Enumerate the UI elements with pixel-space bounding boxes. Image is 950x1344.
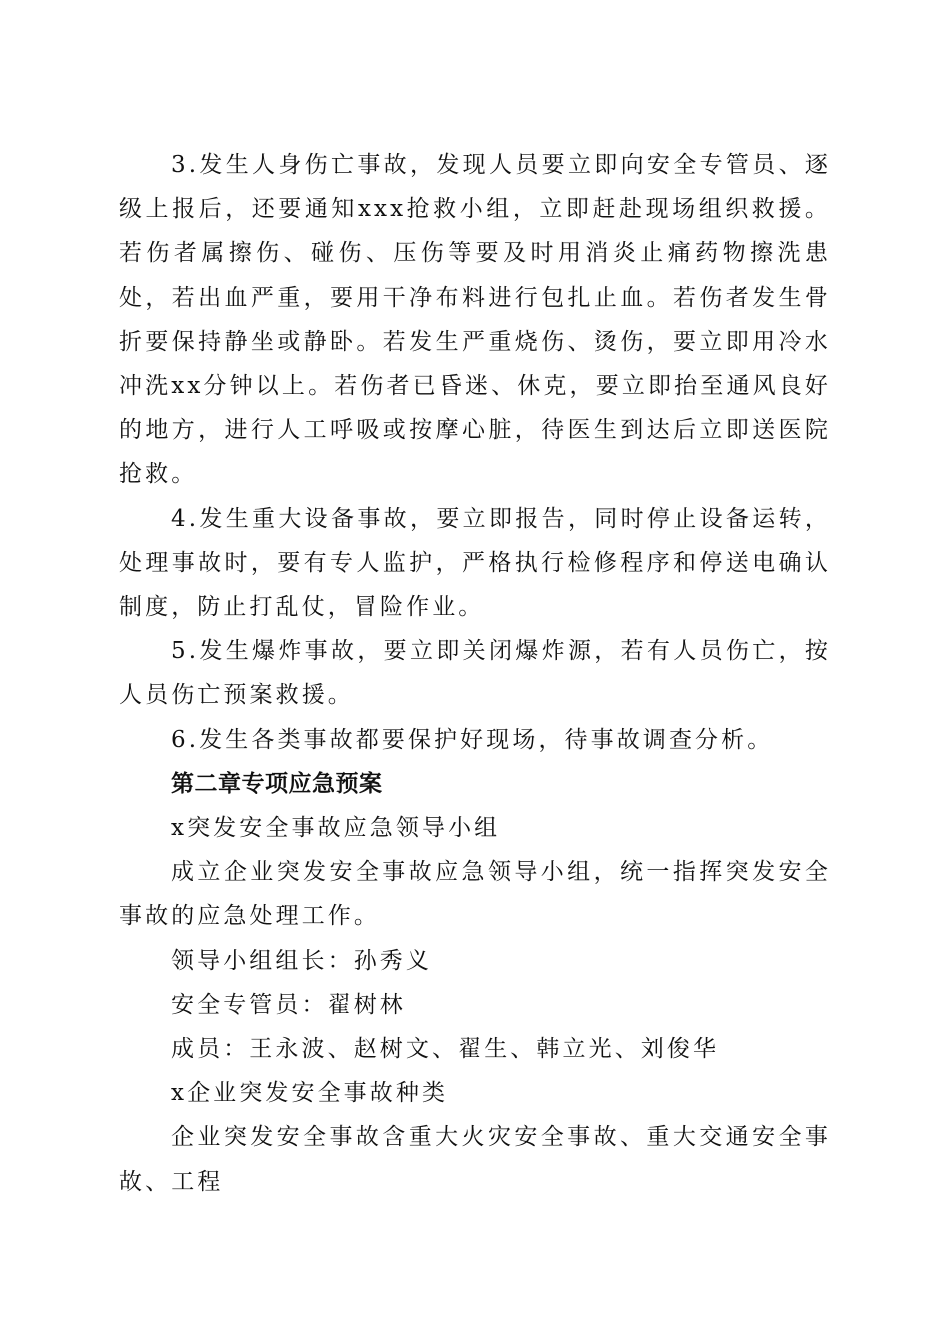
section-heading-leadership-group: x突发安全事故应急领导小组 <box>171 815 501 842</box>
group-leader-line: 领导小组组长：孙秀义 <box>171 947 432 974</box>
paragraph-establish-group: 成立企业突发安全事故应急领导小组，统一指挥突发安全事故的应急处理工作。 <box>119 859 831 930</box>
paragraph-personal-injury: 3.发生人身伤亡事故，发现人员要立即向安全专管员、逐级上报后，还要通知xxx抢救小组，立即赶赴现场组织救援。若伤者属擦伤、碰伤、压伤等要及时用消炎止痛药物擦洗患处，若出血严重，要用干净布料进行包扎止血。若伤者发生骨折要保持静坐或静卧。若发生严重烧伤、烫伤，要立即用冷水冲洗xx分钟以上。若伤者已昏迷、休克，要立即抬至通风良好的地方，进行人工呼吸或按摩心脏，待医生到达后立即送医院抢救。 <box>119 152 831 488</box>
paragraph-accident-types: 企业突发安全事故含重大火灾安全事故、重大交通安全事故、工程 <box>119 1124 831 1195</box>
members-line: 成员：王永波、赵树文、翟生、韩立光、刘俊华 <box>171 1036 720 1063</box>
paragraph-explosion: 5.发生爆炸事故，要立即关闭爆炸源，若有人员伤亡，按人员伤亡预案救援。 <box>119 638 831 709</box>
section-heading-accident-types: x企业突发安全事故种类 <box>171 1080 449 1107</box>
paragraph-equipment-accident: 4.发生重大设备事故，要立即报告，同时停止设备运转，处理事故时，要有专人监护，严格执行检修程序和停送电确认制度，防止打乱仗，冒险作业。 <box>119 505 831 621</box>
chapter-heading: 第二章专项应急预案 <box>171 769 383 797</box>
paragraph-protect-scene: 6.发生各类事故都要保护好现场，待事故调查分析。 <box>171 726 774 753</box>
document-body <box>119 143 831 1204</box>
safety-officer-line: 安全专管员：翟树林 <box>171 991 406 1018</box>
